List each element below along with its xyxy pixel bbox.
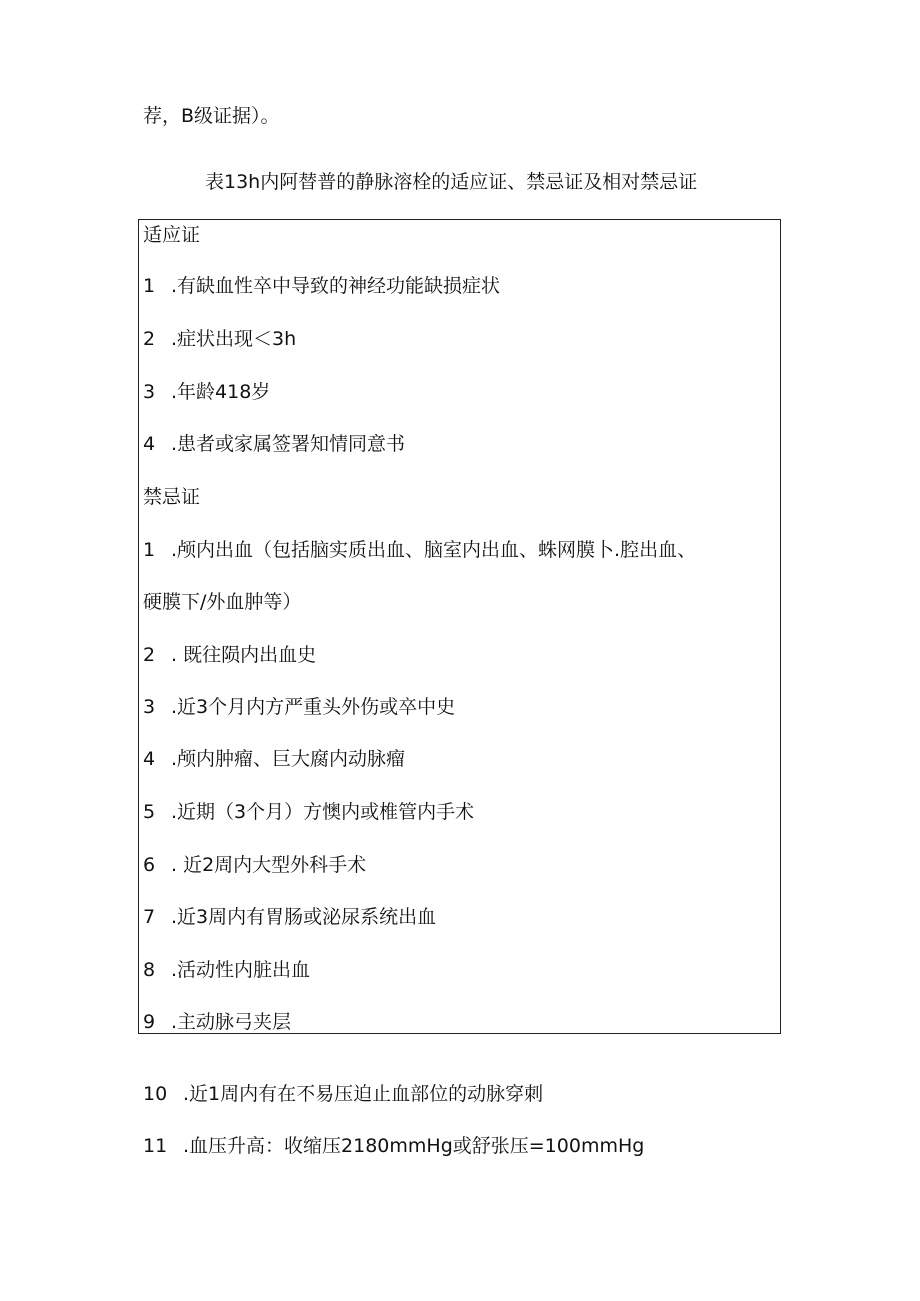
contraindication-item bbox=[143, 1134, 644, 1158]
item-text: .近3个月内方严重头外伤或卒中史 bbox=[171, 696, 456, 718]
item-text: .近3周内有胃肠或泌尿系统出血 bbox=[171, 906, 437, 928]
indication-item bbox=[143, 432, 405, 456]
item-number: 2 bbox=[143, 328, 156, 350]
item-text: .近期（3个月）方懊内或椎管内手术 bbox=[171, 801, 475, 823]
item-number: 2 bbox=[143, 644, 156, 666]
contraindication-item bbox=[143, 643, 316, 667]
item-number: 4 bbox=[143, 433, 156, 455]
item-text: .年龄418岁 bbox=[171, 381, 271, 403]
contraindication-item bbox=[143, 747, 405, 771]
item-text: .近1周内有在不易压迫止血部位的动脉穿刺 bbox=[183, 1083, 544, 1105]
item-text: . 既往陨内出血史 bbox=[171, 644, 317, 666]
item-number: 9 bbox=[143, 1011, 156, 1033]
item-number: 7 bbox=[143, 906, 156, 928]
item-number: 1 bbox=[143, 539, 156, 561]
item-number: 3 bbox=[143, 696, 156, 718]
contraindication-item bbox=[143, 538, 696, 562]
table-caption: 表13h内阿替普的静脉溶栓的适应证、禁忌证及相对禁忌证 bbox=[205, 171, 698, 193]
contraindication-item bbox=[143, 1082, 543, 1106]
item-text: .患者或家属签署知情同意书 bbox=[171, 433, 406, 455]
item-text: .主动脉弓夹层 bbox=[171, 1011, 292, 1033]
contraindication-item bbox=[143, 800, 474, 824]
contraindication-item bbox=[143, 958, 310, 982]
item-text: .颅内肿瘤、巨大腐内动脉瘤 bbox=[171, 748, 406, 770]
contraindication-item bbox=[143, 853, 366, 877]
item-text: .血压升高：收缩压2180mmHg或舒张压=100mmHg bbox=[183, 1135, 645, 1157]
item-number: 5 bbox=[143, 801, 156, 823]
item-text: . 近2周内大型外科手术 bbox=[171, 854, 367, 876]
item-number: 10 bbox=[143, 1083, 168, 1105]
contraindication-item bbox=[143, 905, 436, 929]
contraindications-heading: 禁忌证 bbox=[143, 486, 201, 508]
item-text: .有缺血性卒中导致的神经功能缺损症状 bbox=[171, 275, 501, 297]
contraindication-item-continuation: 硬膜下/外血肿等） bbox=[143, 591, 302, 613]
indications-heading: 适应证 bbox=[143, 224, 201, 246]
item-number: 8 bbox=[143, 959, 156, 981]
item-number: 11 bbox=[143, 1135, 168, 1157]
indication-item bbox=[143, 380, 270, 404]
item-number: 1 bbox=[143, 275, 156, 297]
indication-item bbox=[143, 327, 296, 351]
item-number: 4 bbox=[143, 748, 156, 770]
item-number: 3 bbox=[143, 381, 156, 403]
item-text: .颅内出血（包括脑实质出血、脑室内出血、蛛网膜卜.腔出血、 bbox=[171, 539, 697, 561]
intro-text: 荐，B级证据）。 bbox=[143, 105, 280, 127]
contraindication-item bbox=[143, 695, 455, 719]
item-text: .活动性内脏出血 bbox=[171, 959, 311, 981]
item-number: 6 bbox=[143, 854, 156, 876]
contraindication-item bbox=[143, 1010, 291, 1034]
indication-item bbox=[143, 274, 500, 298]
item-text: .症状出现＜3h bbox=[171, 328, 297, 350]
